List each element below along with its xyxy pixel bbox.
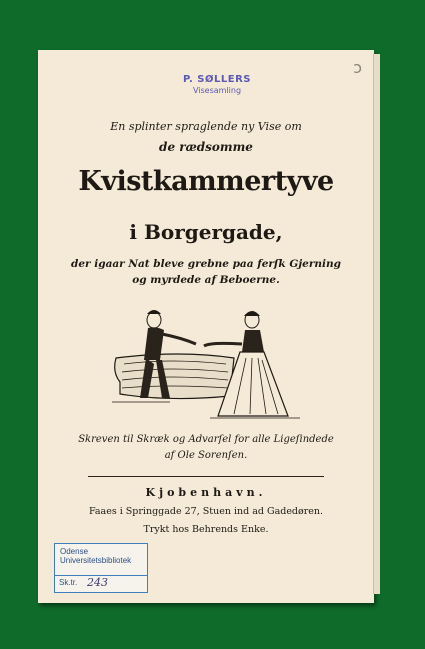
stamp-subtitle: Visesamling — [192, 86, 242, 95]
main-title: Kvistkammertyve — [78, 166, 334, 197]
title-line-2: de rædsomme — [159, 140, 253, 154]
stamp-name: P. SØLLERS — [183, 74, 251, 85]
imprint-city: Kjobenhavn. — [145, 486, 267, 499]
label-line-2: Universitetsbibliotek — [60, 556, 132, 565]
label-shelf-number: 243 — [87, 576, 108, 589]
page-edge — [373, 54, 380, 594]
title-line-4: i Borgergade, — [129, 220, 283, 244]
title-line-5: der igaar Nat bleve grebne paa ferſk Gjerning — [71, 258, 341, 270]
ownership-stamp — [156, 74, 278, 95]
title-line-1: En splinter spraglende ny Vise om — [110, 120, 302, 133]
label-shelf-prefix: Sk.tr. — [59, 578, 78, 587]
woodcut-illustration — [110, 298, 306, 424]
title-line-6: og myrdede af Beboerne. — [132, 274, 280, 286]
broadside-page — [38, 50, 374, 603]
imprint-printer: Trykt hos Behrends Enke. — [143, 524, 269, 535]
divider-rule — [88, 476, 324, 477]
label-line-1: Odense — [60, 547, 89, 556]
imprint-address: Faaes i Springgade 27, Stuen ind ad Gadedøren. — [88, 506, 324, 517]
library-label — [54, 543, 148, 593]
byline-author: af Ole Sorenſen. — [164, 450, 248, 461]
pencil-mark-icon: ↄ — [353, 58, 362, 77]
byline-line-1: Skreven til Skræk og Advarſel for alle Ligeſindede — [78, 434, 334, 445]
